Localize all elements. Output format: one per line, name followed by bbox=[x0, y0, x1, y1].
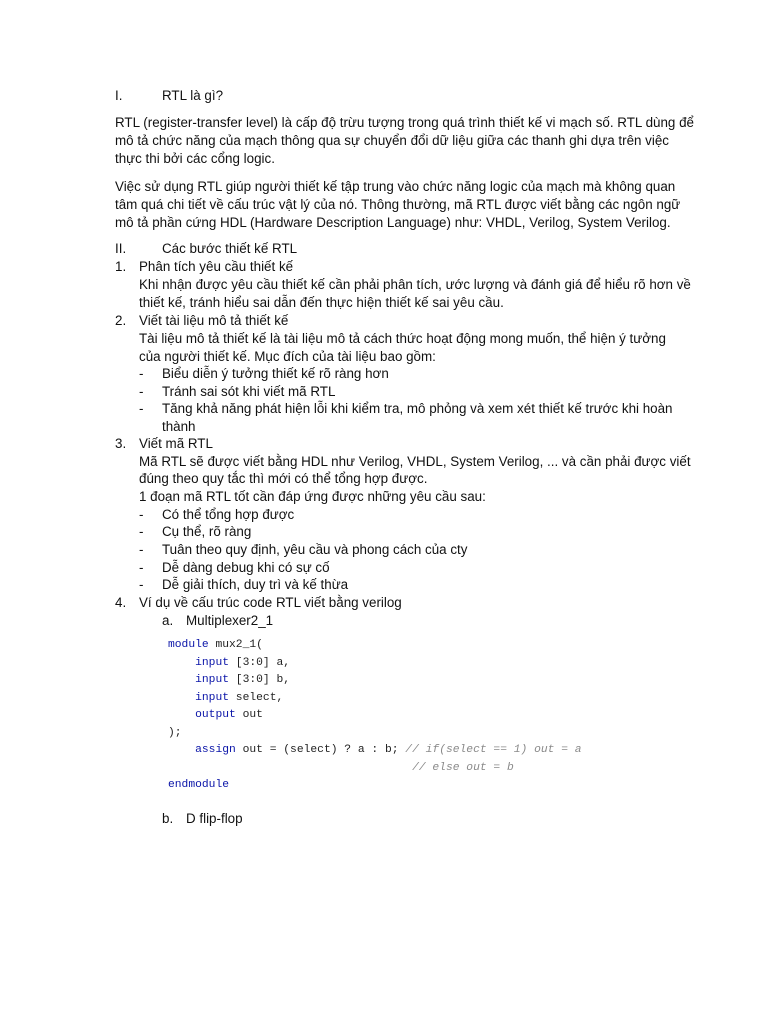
step-2-number: 2. bbox=[115, 313, 127, 328]
sub-item-b-title: D flip-flop bbox=[186, 811, 243, 826]
step-4-title: Ví dụ về cấu trúc code RTL viết bằng verilog bbox=[139, 595, 402, 610]
paragraph-line: Việc sử dụng RTL giúp người thiết kế tập trung vào chức năng logic của mạch mà không quan bbox=[115, 179, 676, 194]
code-text: [3:0] b, bbox=[229, 674, 291, 686]
bullet-dash: - bbox=[139, 507, 144, 522]
sub-item-b-label: b. bbox=[162, 811, 174, 826]
step-body-line: Khi nhận được yêu cầu thiết kế cần phải phân tích, ước lượng và đánh giá để hiểu rõ hơn về bbox=[139, 277, 691, 292]
step-body-line: thiết kế, tránh hiểu sai dẫn đến thực hiện thiết kế sai yêu cầu. bbox=[139, 295, 504, 310]
bullet-item: Dễ dàng debug khi có sự cố bbox=[162, 560, 330, 575]
step-3-title: Viết mã RTL bbox=[139, 436, 213, 451]
code-line bbox=[168, 725, 582, 743]
section-2-number: II. bbox=[115, 241, 127, 256]
code-keyword: assign bbox=[195, 744, 236, 756]
step-4-number: 4. bbox=[115, 595, 127, 610]
code-text: ); bbox=[168, 726, 182, 739]
bullet-item: Tuân theo quy định, yêu cầu và phong cách của cty bbox=[162, 542, 468, 557]
code-keyword: input bbox=[195, 691, 230, 704]
bullet-item: Tăng khả năng phát hiện lỗi khi kiểm tra, mô phỏng và xem xét thiết kế trước khi hoàn bbox=[162, 401, 673, 416]
code-keyword: input bbox=[195, 674, 230, 686]
step-3-number: 3. bbox=[115, 436, 127, 451]
paragraph-line: RTL (register-transfer level) là cấp độ trừu tượng trong quá trình thiết kế vi mạch số. RTL dùng để bbox=[115, 115, 694, 130]
step-1-number: 1. bbox=[115, 259, 127, 274]
bullet-dash: - bbox=[139, 542, 144, 557]
code-line bbox=[168, 760, 582, 778]
step-1-title: Phân tích yêu cầu thiết kế bbox=[139, 259, 294, 274]
paragraph-line: tâm quá chi tiết về cấu trúc vật lý của nó. Thông thường, mã RTL được viết bằng các ngôn ngữ bbox=[115, 197, 681, 212]
paragraph-line: mô tả phần cứng HDL (Hardware Description Language) như: VHDL, Verilog, System Verilog. bbox=[115, 215, 671, 230]
code-line bbox=[168, 777, 582, 795]
code-keyword: endmodule bbox=[168, 779, 230, 791]
code-line bbox=[168, 672, 582, 690]
paragraph-line: mô tả chức năng của mạch thông qua sự chuyển đổi dữ liệu giữa các thanh ghi dựa trên việc bbox=[115, 133, 669, 148]
code-keyword: module bbox=[168, 639, 209, 651]
code-comment: // else out = b bbox=[412, 761, 514, 774]
code-line bbox=[168, 707, 582, 725]
step-body-line: Tài liệu mô tả thiết kế là tài liệu mô tả cách thức hoạt động mong muốn, thể hiện ý tưởng bbox=[139, 331, 666, 346]
bullet-dash: - bbox=[139, 524, 144, 539]
sub-item-a-label: a. bbox=[162, 613, 174, 628]
code-comment: // if(select == 1) out = a bbox=[405, 744, 582, 756]
code-line bbox=[168, 742, 582, 760]
bullet-dash: - bbox=[139, 366, 144, 381]
code-text: mux2_1( bbox=[208, 639, 263, 651]
code-line bbox=[168, 690, 582, 708]
code-line bbox=[168, 637, 582, 655]
bullet-dash: - bbox=[139, 401, 144, 416]
code-keyword: output bbox=[195, 709, 236, 721]
step-body-line: của người thiết kế. Mục đích của tài liệu bao gồm: bbox=[139, 349, 436, 364]
step-body-line: Mã RTL sẽ được viết bằng HDL như Verilog, VHDL, System Verilog, ... và cần phải được viết bbox=[139, 454, 691, 469]
section-1-number: I. bbox=[115, 88, 123, 103]
bullet-dash: - bbox=[139, 560, 144, 575]
bullet-dash: - bbox=[139, 384, 144, 399]
bullet-item: Có thể tổng hợp được bbox=[162, 507, 295, 522]
bullet-item: Dễ giải thích, duy trì và kế thừa bbox=[162, 577, 349, 592]
section-2-heading: Các bước thiết kế RTL bbox=[162, 241, 298, 256]
code-text: out = (select) ? a : b; bbox=[235, 744, 406, 756]
step-body-line: 1 đoạn mã RTL tốt cần đáp ứng được những yêu cầu sau: bbox=[139, 489, 486, 504]
paragraph-line: thực thi bởi các cổng logic. bbox=[115, 151, 275, 166]
bullet-item: Biểu diễn ý tưởng thiết kế rõ ràng hơn bbox=[162, 366, 389, 381]
code-text: select, bbox=[229, 691, 284, 704]
bullet-item: Cụ thể, rõ ràng bbox=[162, 524, 252, 539]
section-1-heading: RTL là gì? bbox=[162, 88, 224, 103]
code-line bbox=[168, 655, 582, 673]
bullet-item-continuation: thành bbox=[162, 419, 196, 434]
verilog-code-block bbox=[168, 637, 582, 795]
bullet-dash: - bbox=[139, 577, 144, 592]
bullet-item: Tránh sai sót khi viết mã RTL bbox=[162, 384, 336, 399]
sub-item-a-title: Multiplexer2_1 bbox=[186, 613, 274, 628]
code-text: out bbox=[235, 709, 263, 721]
step-2-title: Viết tài liệu mô tả thiết kế bbox=[139, 313, 289, 328]
code-keyword: input bbox=[195, 656, 230, 669]
code-text: [3:0] a, bbox=[229, 656, 291, 669]
step-body-line: đúng theo quy tắc thì mới có thể tổng hợp được. bbox=[139, 471, 428, 486]
